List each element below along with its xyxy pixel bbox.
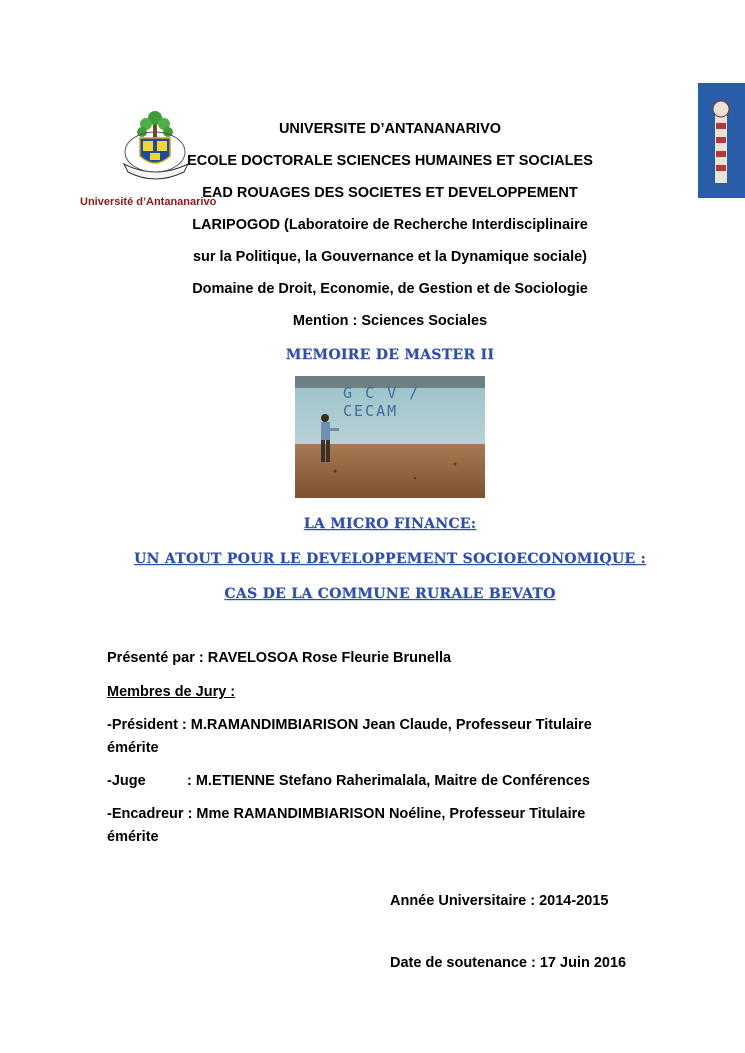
jury-juge-role: -Juge [107,773,146,789]
domain-line: Domaine de Droit, Economie, de Gestion et de Sociologie [192,281,588,297]
jury-president-line-2: émérite [107,740,159,756]
cover-photo [295,376,485,498]
ead-name: EAD ROUAGES DES SOCIETES ET DEVELOPPEMENT [202,185,578,201]
lab-line-2: sur la Politique, la Gouvernance et la Dynamique sociale) [192,249,588,265]
defense-date: Date de soutenance : 17 Juin 2016 [390,955,627,971]
doctoral-school: ECOLE DOCTORALE SCIENCES HUMAINES ET SOCIALES [187,153,593,169]
memoire-title: MEMOIRE DE MASTER II [285,347,495,363]
jury-heading: Membres de Jury : [107,684,236,700]
subject-line-3: CAS DE LA COMMUNE RURALE BEVATO [224,586,556,602]
subject-line-2: UN ATOUT POUR LE DEVELOPPEMENT SOCIOECONOMIQUE : [133,551,647,567]
mention-line: Mention : Sciences Sociales [292,313,488,329]
jury-encadreur-line-1: -Encadreur : Mme RAMANDIMBIARISON Noéline, Professeur Titulaire [107,806,586,822]
subject-line-1: LA MICRO FINANCE: [303,516,477,532]
logo-caption: Université d’Antananarivo [80,196,217,208]
jury-encadreur-line-2: émérite [107,829,159,845]
photo-sign-text: G C V / CECAM [343,384,421,420]
university-name: UNIVERSITE D’ANTANANARIVO [278,121,502,137]
jury-juge-line [107,770,647,792]
presenter-line: Présenté par : RAVELOSOA Rose Fleurie Brunella [107,650,452,666]
jury-president-line-1: -Président : M.RAMANDIMBIARISON Jean Claude, Professeur Titulaire [107,717,592,733]
academic-year: Année Universitaire : 2014-2015 [390,893,609,909]
jury-juge-text: : M.ETIENNE Stefano Raherimalala, Maitre de Conférences [187,773,590,789]
lab-line-1: LARIPOGOD (Laboratoire de Recherche Interdisciplinaire [192,217,588,233]
side-tab-image [698,83,745,198]
